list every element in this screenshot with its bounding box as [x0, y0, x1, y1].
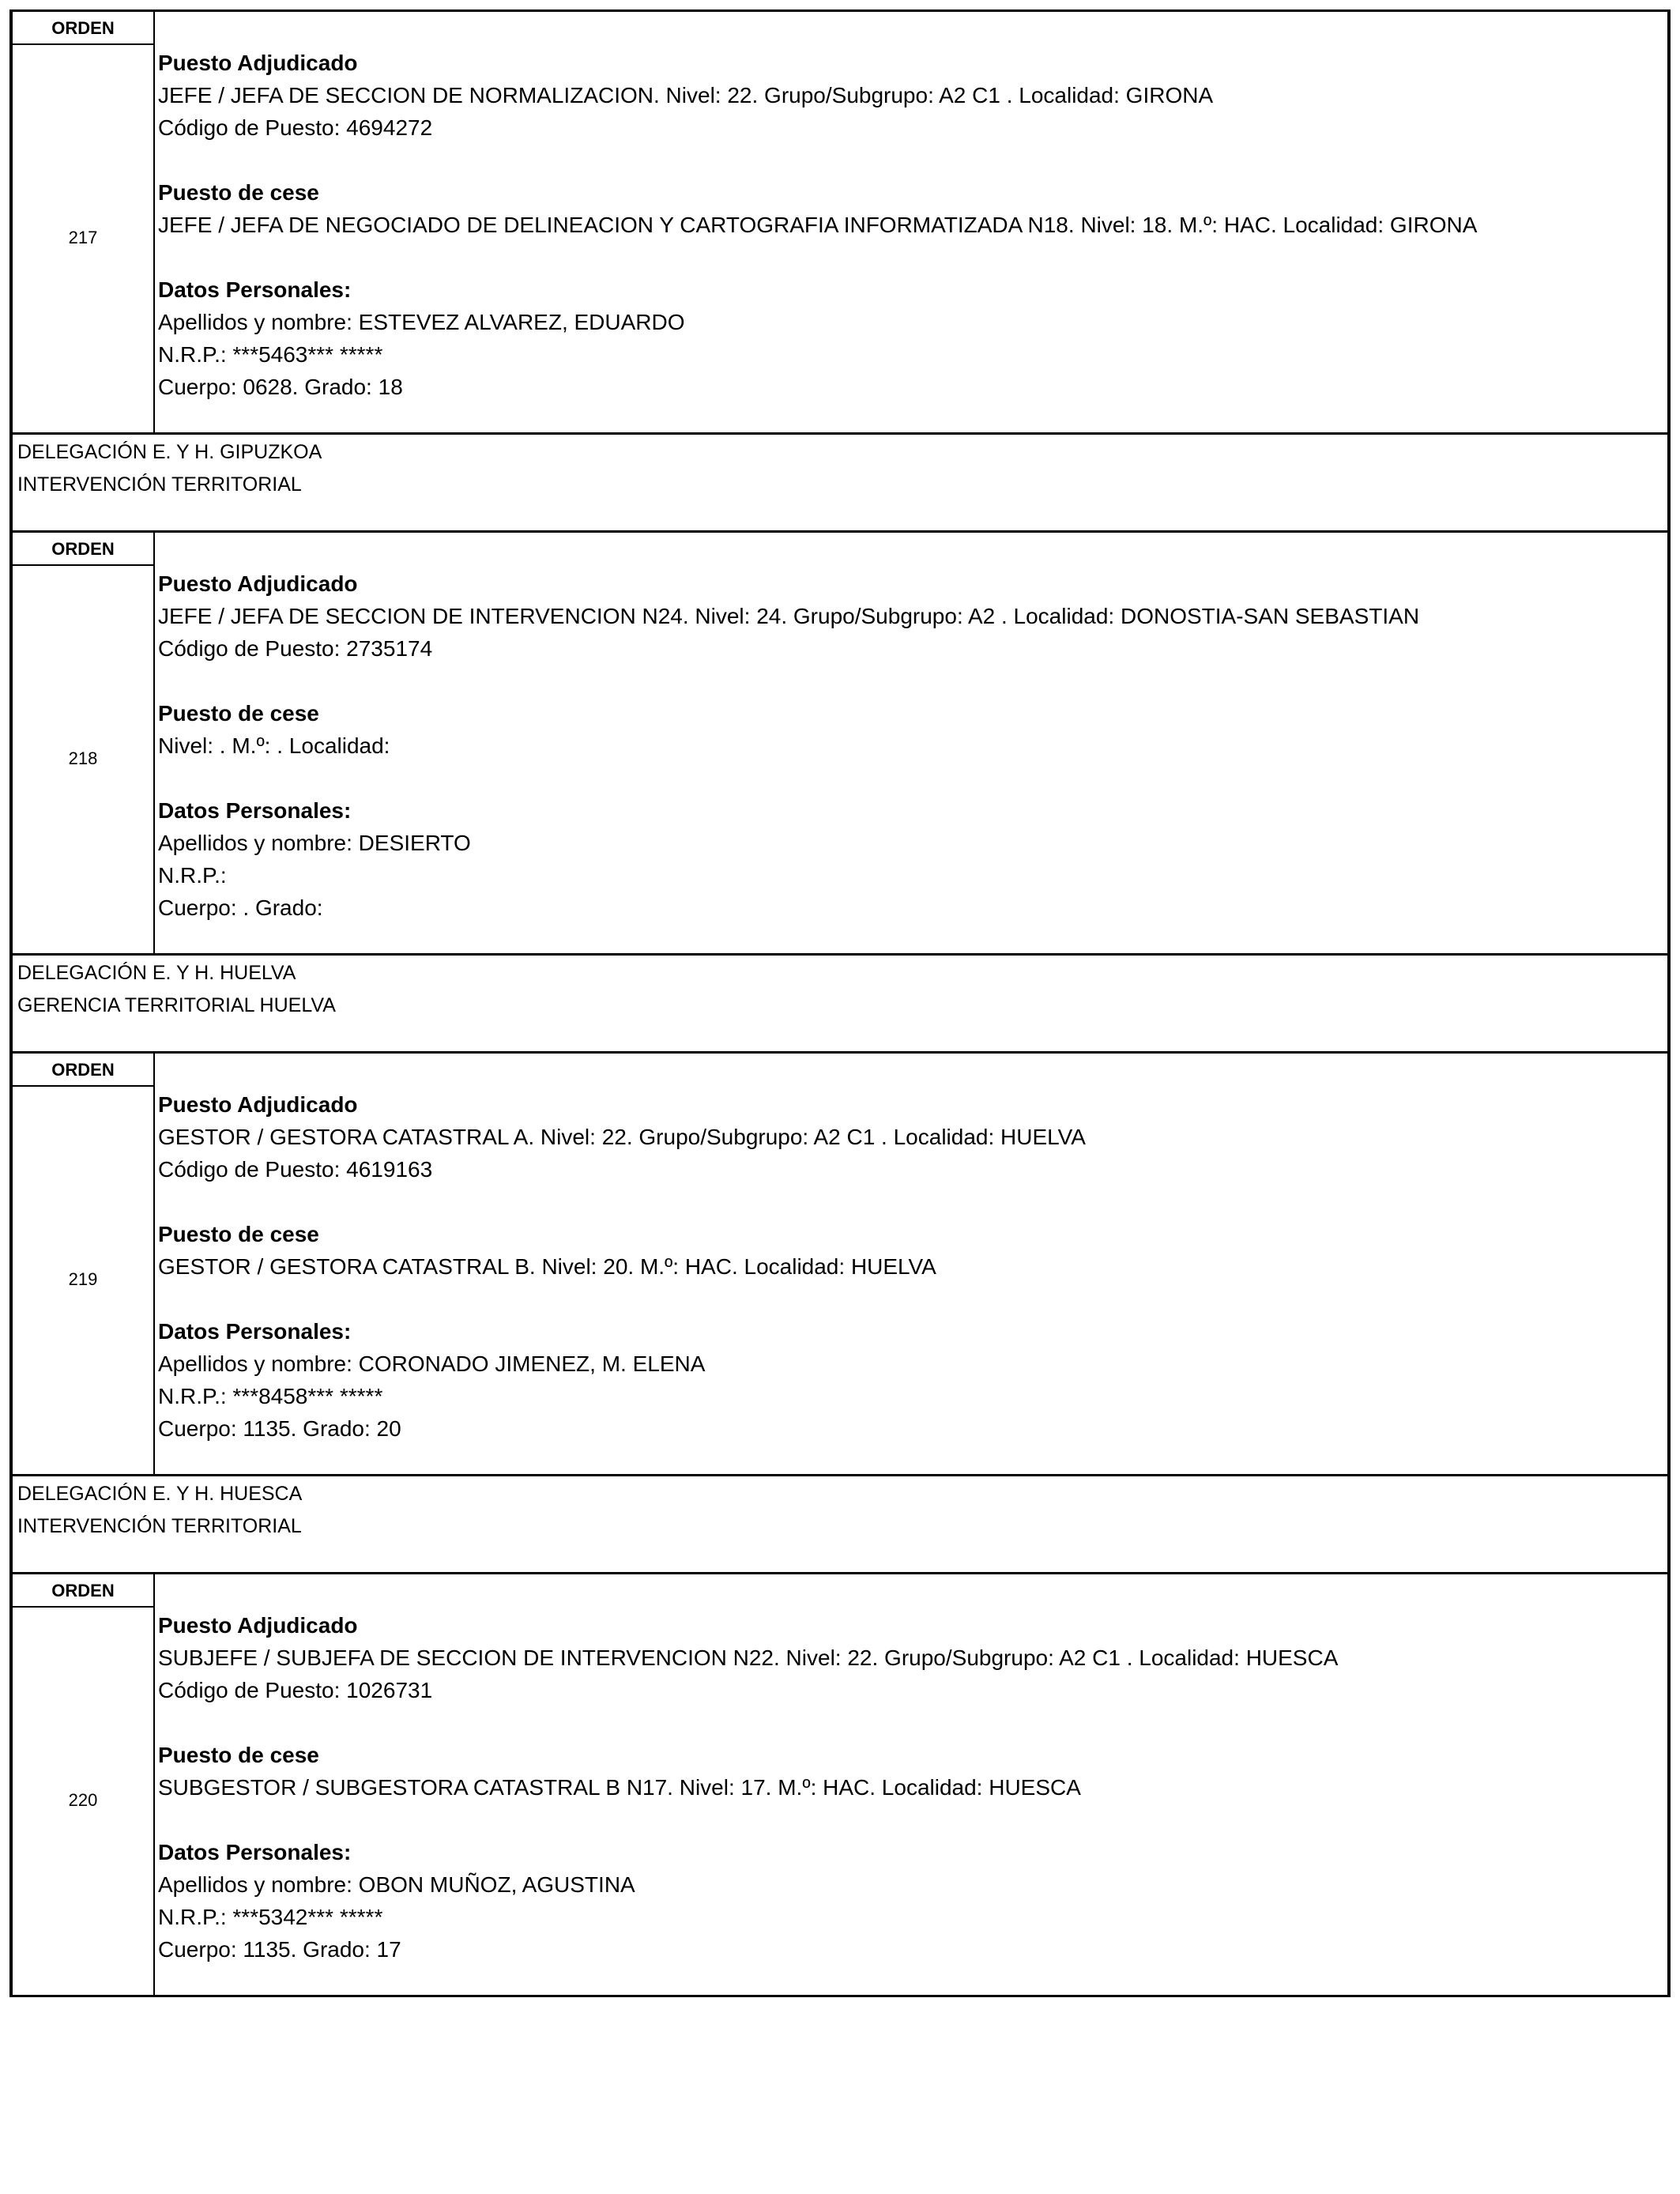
datos-heading: Datos Personales:	[158, 1319, 352, 1344]
adjudicado-heading: Puesto Adjudicado	[158, 1613, 358, 1638]
datos-heading: Datos Personales:	[158, 1840, 352, 1864]
cuerpo-grado: Cuerpo: 1135. Grado: 17	[158, 1937, 401, 1962]
entry-218	[9, 530, 1671, 953]
nrp: N.R.P.: ***8458*** *****	[158, 1384, 383, 1408]
orden-column	[13, 1054, 155, 1474]
entry-content	[158, 1088, 1661, 1445]
cuerpo-grado: Cuerpo: 1135. Grado: 20	[158, 1416, 401, 1441]
orden-number: 218	[68, 748, 98, 768]
codigo-puesto: Código de Puesto: 1026731	[158, 1678, 433, 1702]
datos-heading: Datos Personales:	[158, 277, 352, 302]
orden-column	[13, 533, 155, 953]
cuerpo-grado: Cuerpo: . Grado:	[158, 895, 323, 920]
entry-219	[9, 1051, 1671, 1474]
delegacion: DELEGACIÓN E. Y H. HUELVA	[17, 962, 296, 984]
adjudicado-desc: SUBJEFE / SUBJEFA DE SECCION DE INTERVENCION N22. Nivel: 22. Grupo/Subgrupo: A2 C1 . Localidad: HUESCA	[158, 1646, 1339, 1670]
cuerpo-grado: Cuerpo: 0628. Grado: 18	[158, 375, 403, 399]
unidad: INTERVENCIÓN TERRITORIAL	[17, 473, 302, 496]
document-table	[9, 9, 1671, 1997]
codigo-puesto: Código de Puesto: 4619163	[158, 1157, 433, 1182]
orden-label: ORDEN	[13, 12, 153, 45]
unidad: GERENCIA TERRITORIAL HUELVA	[17, 994, 336, 1016]
nrp: N.R.P.:	[158, 863, 227, 888]
delegacion: DELEGACIÓN E. Y H. GIPUZKOA	[17, 441, 322, 463]
orden-column	[13, 12, 155, 432]
unidad: INTERVENCIÓN TERRITORIAL	[17, 1515, 302, 1537]
nombre: Apellidos y nombre: OBON MUÑOZ, AGUSTINA	[158, 1872, 635, 1897]
section-header	[9, 1474, 1671, 1572]
cese-heading: Puesto de cese	[158, 180, 319, 205]
orden-number: 220	[68, 1790, 98, 1810]
nrp: N.R.P.: ***5342*** *****	[158, 1905, 383, 1929]
cese-desc: JEFE / JEFA DE NEGOCIADO DE DELINEACION Y CARTOGRAFIA INFORMATIZADA N18. Nivel: 18. M.º: HAC. Localidad: GIRONA	[158, 213, 1478, 237]
orden-number: 217	[68, 228, 98, 247]
entry-content	[158, 47, 1661, 403]
nombre: Apellidos y nombre: ESTEVEZ ALVAREZ, EDUARDO	[158, 310, 685, 334]
codigo-puesto: Código de Puesto: 4694272	[158, 115, 433, 140]
orden-label: ORDEN	[13, 533, 153, 566]
cese-heading: Puesto de cese	[158, 701, 319, 726]
adjudicado-heading: Puesto Adjudicado	[158, 1092, 358, 1117]
entry-content	[158, 567, 1661, 924]
cese-heading: Puesto de cese	[158, 1222, 319, 1246]
adjudicado-desc: JEFE / JEFA DE SECCION DE INTERVENCION N24. Nivel: 24. Grupo/Subgrupo: A2 . Localidad: DONOSTIA-SAN SEBASTIAN	[158, 604, 1420, 628]
orden-number: 219	[68, 1269, 98, 1289]
orden-label: ORDEN	[13, 1054, 153, 1087]
adjudicado-desc: GESTOR / GESTORA CATASTRAL A. Nivel: 22. Grupo/Subgrupo: A2 C1 . Localidad: HUELVA	[158, 1125, 1086, 1149]
nombre: Apellidos y nombre: CORONADO JIMENEZ, M. ELENA	[158, 1351, 706, 1376]
nombre: Apellidos y nombre: DESIERTO	[158, 831, 471, 855]
cese-heading: Puesto de cese	[158, 1743, 319, 1767]
delegacion: DELEGACIÓN E. Y H. HUESCA	[17, 1483, 303, 1505]
cese-desc: GESTOR / GESTORA CATASTRAL B. Nivel: 20. M.º: HAC. Localidad: HUELVA	[158, 1254, 936, 1279]
section-header	[9, 953, 1671, 1051]
orden-column	[13, 1574, 155, 1995]
cese-desc: SUBGESTOR / SUBGESTORA CATASTRAL B N17. Nivel: 17. M.º: HAC. Localidad: HUESCA	[158, 1775, 1081, 1800]
adjudicado-desc: JEFE / JEFA DE SECCION DE NORMALIZACION. Nivel: 22. Grupo/Subgrupo: A2 C1 . Localidad: GIRONA	[158, 83, 1214, 107]
section-header	[9, 432, 1671, 530]
adjudicado-heading: Puesto Adjudicado	[158, 571, 358, 596]
codigo-puesto: Código de Puesto: 2735174	[158, 636, 433, 661]
orden-label: ORDEN	[13, 1574, 153, 1608]
entry-220	[9, 1572, 1671, 1997]
entry-content	[158, 1609, 1661, 1966]
datos-heading: Datos Personales:	[158, 798, 352, 823]
nrp: N.R.P.: ***5463*** *****	[158, 342, 383, 367]
adjudicado-heading: Puesto Adjudicado	[158, 51, 358, 75]
entry-217	[9, 9, 1671, 432]
cese-desc: Nivel: . M.º: . Localidad:	[158, 733, 390, 758]
